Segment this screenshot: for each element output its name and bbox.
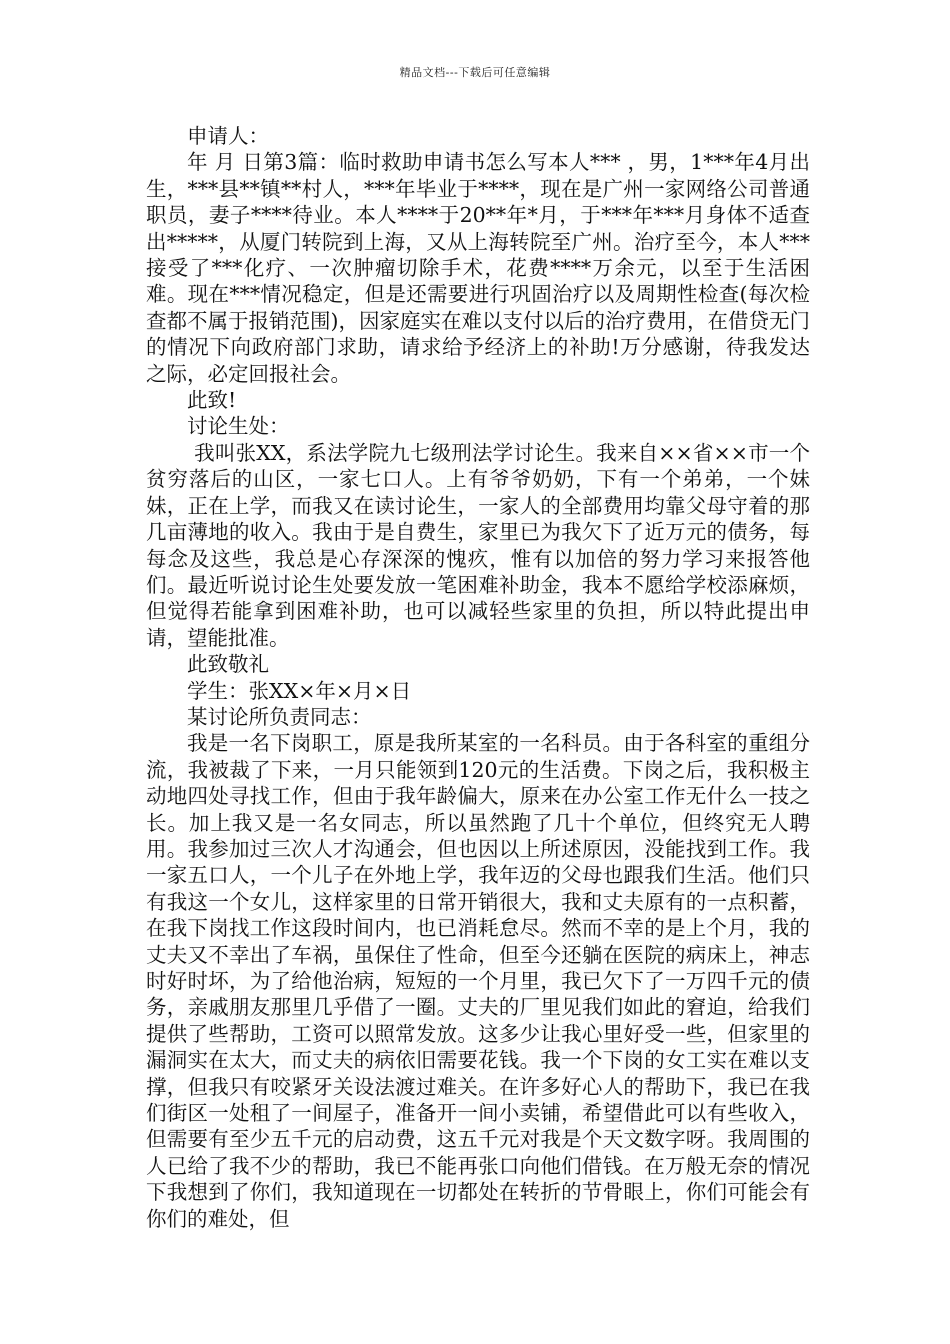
- page-header: 精品文档---下载后可任意编辑: [399, 66, 551, 79]
- addressee-graduate-office: 讨论生处：: [187, 414, 290, 439]
- closing-cizhi-jingli: 此致敬礼: [187, 652, 269, 677]
- paragraph-laid-off-worker-application: 我是一名下岗职工，原是我所某室的一名科员。由于各科室的重组分流，我被裁了下来，一月只能领到120元的生活费。下岗之后，我积极主动地四处寻找工作，但由于我年龄偏大，原来在办公室工作无什么一技之长。加上我又是一名女同志，所以虽然跑了几十个单位，但终究无人聘用。我参加过三次人才沟通会，但也因以上所述原因，没能找到工作。我一家五口人，一个儿子在外地上学，我年迈的父母也跟我们生活。他们只有我这一个女儿，这样家里的日常开销很大，我和丈夫原有的一点积蓄，在我下岗找工作这段时间内，也已消耗怠尽。然而不幸的是上个月，我的丈夫又不幸出了车祸，虽保住了性命，但至今还躺在医院的病床上，神志时好时坏，为了给他治病，短短的一个月里，我已欠下了一万四千元的债务，亲戚朋友那里几乎借了一圈。丈夫的厂里见我们如此的窘迫，给我们提供了些帮助，工资可以照常发放。这多少让我心里好受一些，但家里的漏洞实在太大，而丈夫的病依旧需要花钱。我一个下岗的女工实在难以支撑，但我只有咬紧牙关设法渡过难关。在许多好心人的帮助下，我已在我们街区一处租了一间屋子，准备开一间小卖铺，希望借此可以有些收入，但需要有至少五千元的启动费，这五千元对我是个天文数字呀。我周围的人已给了我不少的帮助，我已不能再张口向他们借钱。在万般无奈的情况下我想到了你们，我知道现在一切都处在转折的节骨眼上，你们可能会有你们的难处，但: [146, 731, 810, 1231]
- paragraph-student-application: 我叫张XX，系法学院九七级刑法学讨论生。我来自××省××市一个贫穷落后的山区，一家七口人。上有爷爷奶奶，下有一个弟弟，一个妹妹，正在上学，而我又在读讨论生，一家人的全部费用均靠父母守着的那几亩薄地的收入。我由于是自费生，家里已为我欠下了近万元的债务，每每念及这些，我总是心存深深的愧疚，惟有以加倍的努力学习来报答他们。最近听说讨论生处要发放一笔困难补助金，我本不愿给学校添麻烦，但觉得若能拿到困难补助，也可以减轻些家里的负担，所以特此提出申请，望能批准。: [146, 440, 810, 650]
- paragraph-temporary-aid-application: 年 月 日第3篇：临时救助申请书怎么写本人*** ，男，1***年4月出生，***县**镇**村人，***年毕业于****，现在是广州一家网络公司普通职员，妻子****待业。本人****于20**年*月，于***年***月身体不适查出*****，从厦门转院到上海，又从上海转院至广州。治疗至今，本人***接受了***化疗、一次肿瘤切除手术，花费****万余元，以至于生活困难。现在***情况稳定，但是还需要进行巩固治疗以及周期性检查(每次检查都不属于报销范围)，因家庭实在难以支付以后的治疗费用，在借贷无门的情况下向政府部门求助，请求给予经济上的补助!万分感谢，待我发达之际，必定回报社会。: [146, 150, 810, 386]
- salutation-cizhi: 此致!: [187, 388, 237, 413]
- document-body: [146, 123, 810, 1232]
- applicant-label: 申请人：: [187, 124, 269, 148]
- signature-student: 学生：张XX×年×月×日: [187, 678, 412, 703]
- addressee-institute-head: 某讨论所负责同志：: [187, 704, 372, 729]
